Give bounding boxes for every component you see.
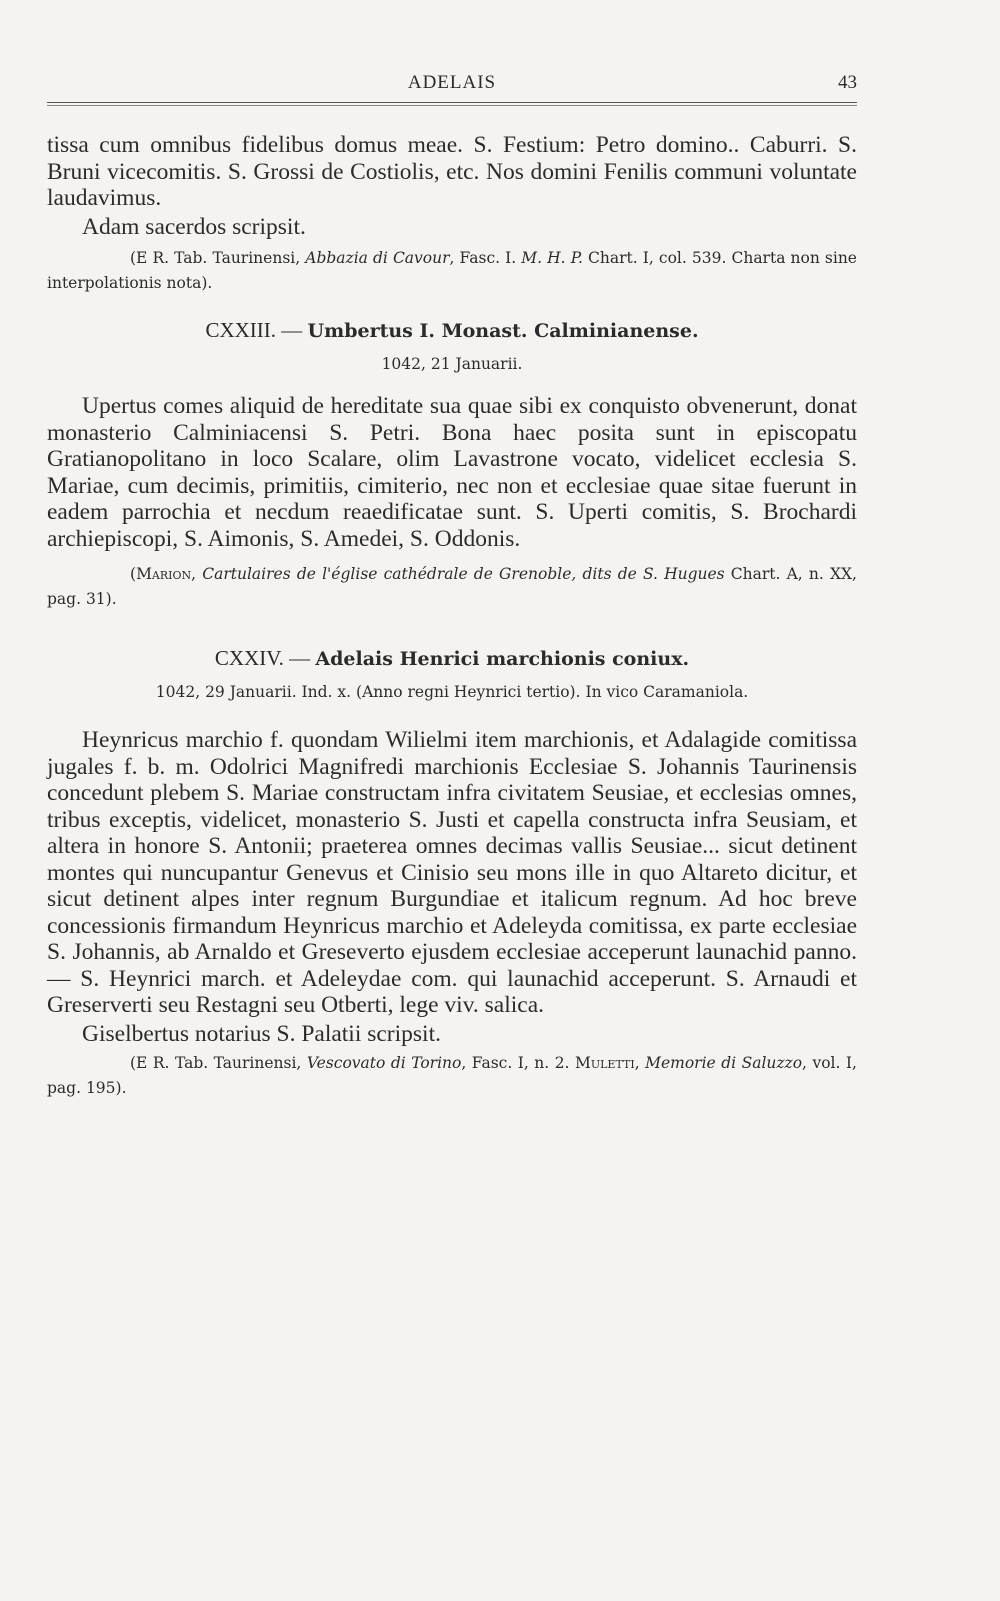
document-number: CXXIV. — xyxy=(214,646,316,670)
citation-text: , xyxy=(634,1054,646,1072)
citation-text: , Fasc. I, n. 2. xyxy=(461,1054,575,1072)
citation-title: Memorie di Saluzzo xyxy=(645,1054,803,1072)
document-heading xyxy=(47,318,857,343)
continued-paragraph: tissa cum omnibus fidelibus domus meae. S. Festium: Petro domino.. Caburri. S. Bruni vicecomitis. S. Grossi de Costiolis, etc. Nos domini Fenilis communi voluntate laudavimus. xyxy=(47,132,857,211)
citation-text: ( xyxy=(130,565,137,583)
page-content xyxy=(47,132,857,1101)
document-title: Adelais Henrici marchionis coniux. xyxy=(315,648,690,670)
running-title: ADELAIS xyxy=(407,72,497,93)
document-summary: Heynricus marchio f. quondam Wilielmi item marchionis, et Adalagide comitissa jugales f. b. m. Odolrici Magnifredi marchionis Ecclesiae S. Johannis Taurinensis concedunt plebem S. Mariae constructam infra civitatem Seusiae, et ecclesias omnes, tribus exceptis, videlicet, monasterio S. Justi et capella constructa infra Seusiam, et altera in honore S. Antonii; praeterea omnes decimas vallis Seusiae... sicut detinent montes qui nuncupantur Genevus et Cinisio seu mons ille in quo Altareto dicitur, et sicut detinent alpes inter regnum Burgundiae et italicum regnum. Ad hoc breve concessionis firmandum Heynricus marchio et Adeleyda comitissa, ex parte ecclesiae S. Johannis, ab Arnaldo et Greseverto ejusdem ecclesiae acceperunt launachid panno. — S. Heynrici march. et Adeleydae com. qui launachid acceperunt. S. Arnaudi et Greserverti seu Restagni seu Otberti, lege viv. salica. xyxy=(47,727,857,1018)
citation-text: Chart. A, n. XX, pag. 31). xyxy=(47,565,857,608)
citation-text: (E R. Tab. Taurinensi, xyxy=(130,1054,307,1072)
document-summary: Upertus comes aliquid de hereditate sua quae sibi ex conquisto obvenerunt, donat monasterio Calminiacensi S. Petri. Bona haec posita sunt in episcopatu Gratianopolitano in loco Scalare, olim Lavastrone vocato, videlicet ecclesia S. Mariae, cum decimis, primitiis, cimiterio, nec non et ecclesiae quae sitae fuerunt in eadem parrochia et necdum reaedificatae sunt. S. Uperti comitis, S. Brochardi archiepiscopi, S. Aimonis, S. Amedei, S. Oddonis. xyxy=(47,393,857,552)
scribe-line: Adam sacerdos scripsit. xyxy=(82,213,306,240)
page-number: 43 xyxy=(838,72,857,93)
citation-title: Vescovato di Torino xyxy=(306,1054,462,1072)
citation-title: M. H. P. xyxy=(521,249,583,267)
citation-text: (E R. Tab. Taurinensi, xyxy=(130,249,306,267)
citation-title: Cartulaires de l'église cathédrale de Grenoble, dits de S. Hugues xyxy=(202,565,725,583)
citation-text: Chart. I, col. 539. Charta non sine interpolationis nota). xyxy=(47,249,857,292)
citation-author: Muletti xyxy=(574,1054,635,1072)
header-rule-secondary xyxy=(47,105,857,106)
source-citation xyxy=(47,562,857,612)
document-number: CXXIII. — xyxy=(205,318,308,342)
scribe-line: Giselbertus notarius S. Palatii scripsit. xyxy=(82,1020,441,1047)
document-date: 1042, 21 Januarii. xyxy=(381,355,523,373)
citation-text: , vol. I, pag. 195). xyxy=(47,1054,857,1097)
header-rule xyxy=(47,102,857,103)
document-title: Umbertus I. Monast. Calminianense. xyxy=(307,320,699,342)
citation-text: , Fasc. I. xyxy=(449,249,522,267)
document-heading xyxy=(47,646,857,671)
document-date: 1042, 29 Januarii. Ind. x. (Anno regni Heynrici tertio). In vico Caramaniola. xyxy=(155,683,749,701)
source-citation xyxy=(47,1051,857,1101)
citation-text: , xyxy=(191,565,203,583)
citation-title: Abbazia di Cavour xyxy=(305,249,450,267)
running-header xyxy=(47,72,857,98)
source-citation xyxy=(47,246,857,296)
citation-author: Marion xyxy=(136,565,192,583)
